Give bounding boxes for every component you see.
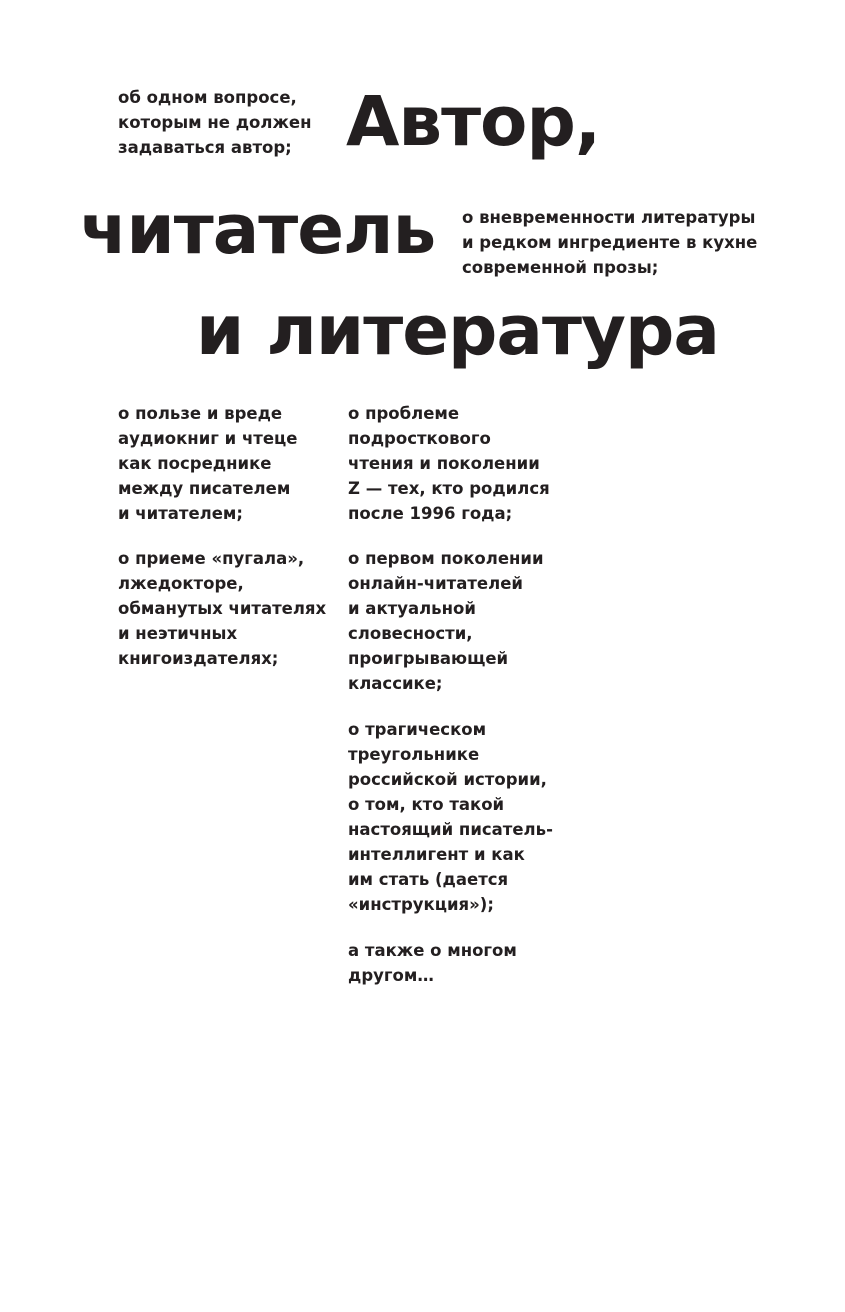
right-item-4	[348, 938, 517, 988]
topic-line: о трагическом	[348, 720, 487, 739]
topic-line: о первом поколении	[348, 549, 544, 568]
topic-line: «инструкция»);	[348, 895, 494, 914]
intro-right	[462, 205, 757, 280]
topic-line: о приеме «пугала»,	[118, 549, 305, 568]
topic-line: и неэтичных	[118, 624, 238, 643]
topic-line: обманутых читателях	[118, 599, 327, 618]
topic-line: подросткового	[348, 429, 491, 448]
topic-line: проигрывающей	[348, 649, 509, 668]
topic-line: онлайн-читателей	[348, 574, 523, 593]
intro-right-line: и редком ингредиенте в кухне	[462, 233, 758, 252]
topic-line: а также о многом	[348, 941, 517, 960]
intro-left-line: которым не должен	[118, 113, 312, 132]
topic-line: и актуальной	[348, 599, 476, 618]
topic-line: классике;	[348, 674, 443, 693]
topic-line: треугольнике	[348, 745, 480, 764]
topic-line: чтения и поколении	[348, 454, 540, 473]
topic-line: лжедокторе,	[118, 574, 244, 593]
intro-right-line: современной прозы;	[462, 258, 659, 277]
topic-line: о том, кто такой	[348, 795, 505, 814]
topic-line: о проблеме	[348, 404, 460, 423]
topic-line: как посреднике	[118, 454, 272, 473]
topic-line: между писателем	[118, 479, 291, 498]
topic-line: аудиокниг и чтеце	[118, 429, 298, 448]
topic-line: и читателем;	[118, 504, 244, 523]
left-item-2	[118, 546, 326, 671]
topic-line: о пользе и вреде	[118, 404, 283, 423]
topic-line: словесности,	[348, 624, 473, 643]
right-item-3	[348, 717, 553, 917]
title-line-2: читатель	[80, 190, 436, 270]
intro-left-line: задаваться автор;	[118, 138, 292, 157]
topic-line: им стать (дается	[348, 870, 509, 889]
intro-left	[118, 85, 312, 160]
title-line-3: и литература	[196, 291, 719, 371]
topic-line: после 1996 года;	[348, 504, 513, 523]
topic-line: настоящий писатель-	[348, 820, 553, 839]
topic-line: интеллигент и как	[348, 845, 525, 864]
right-item-1	[348, 401, 550, 526]
left-item-1	[118, 401, 297, 526]
title-line-1: Автор,	[346, 82, 601, 162]
intro-left-line: об одном вопросе,	[118, 88, 297, 107]
topic-line: российской истории,	[348, 770, 547, 789]
topic-line: книгоиздателях;	[118, 649, 279, 668]
topic-line: другом…	[348, 966, 434, 985]
topic-line: Z — тех, кто родился	[348, 479, 550, 498]
right-item-2	[348, 546, 544, 696]
intro-right-line: о вневременности литературы	[462, 208, 756, 227]
